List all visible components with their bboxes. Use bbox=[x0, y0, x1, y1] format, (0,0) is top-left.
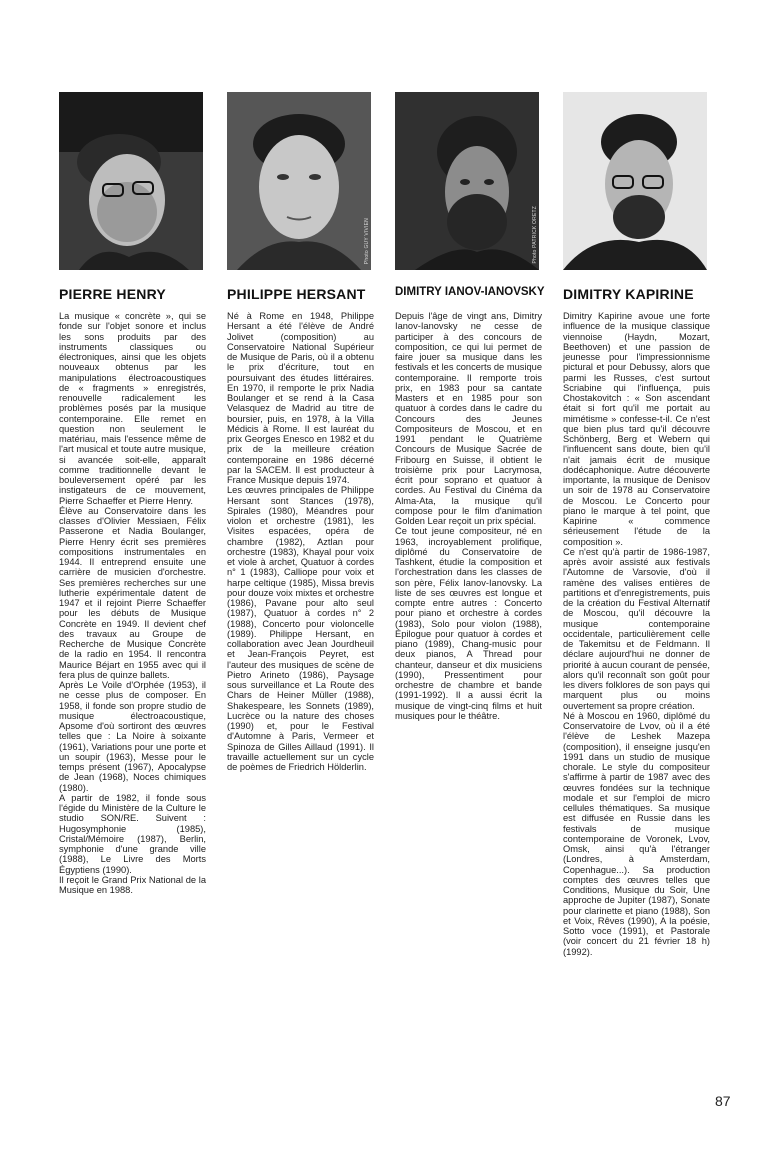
composer-name: DIMITRY IANOV-IANOVSKY bbox=[395, 286, 545, 298]
portrait-image bbox=[563, 92, 707, 270]
portrait-image bbox=[395, 92, 539, 270]
composer-column-henry bbox=[59, 92, 206, 895]
composer-biography: Né à Rome en 1948, Philippe Hersant a été l'élève de André Jolivet (composition) au Conservatoire National Supérieur de Musique de Paris, où il a obtenu le prix d'écriture, tout en poursuivant des études littéraires. En 1970, il remporte le prix Nadia Boulanger et se rend à la Casa Velasquez de Madrid au titre de boursier, puis, en 1978, à la Villa Médicis à Rome. Il est lauréat du prix Georges Enesco en 1982 et du prix de la meilleure création contemporaine en 1986 décerné par la SACEM. Il est producteur à France Musique depuis 1974. Les œuvres principales de Philippe Hersant sont Stances (1978), Spirales (1980), Méandres pour violon et orchestre (1981), les Visites espacées, opéra de chambre (1982), Aztlan pour orchestre (1983), Khayal pour voix et viole à archet, Quatuor à cordes n° 1 (1983), Calliope pour voix et harpe celtique (1985), Missa brevis pour douze voix mixtes et orchestre (1986), Pavane pour alto seul (1987), Quatuor à cordes n° 2 (1988), Concerto pour violoncelle (1989). Philippe Hersant, en collaboration avec Jean Jourdheuil et Jean-François Peyret, est l'auteur des musiques de scène de Pietro Arineto (1986), Paysage sous surveillance et La Route des Chars de Heiner Müller (1988), Shakespeare, les Sonnets (1989), Lucrèce ou la nature des choses (1990) et, pour le Festival d'Automne à Paris, Vermeer et Spinoza de Gilles Aillaud (1991). Il travaille actuellement sur un cycle de poèmes de Friedrich Hölderlin. bbox=[227, 311, 374, 772]
portrait-photo bbox=[59, 92, 203, 270]
portrait-image bbox=[227, 92, 371, 270]
portrait-image bbox=[59, 92, 203, 270]
composer-name: PHILIPPE HERSANT bbox=[227, 286, 366, 302]
photo-credit: Photo PATRICK ORETZ bbox=[532, 206, 538, 264]
composer-column-kapirine bbox=[563, 92, 710, 957]
photo-credit: Photo GUY VIVIEN bbox=[364, 217, 370, 264]
composer-name: DIMITRY KAPIRINE bbox=[563, 286, 694, 302]
composer-biography: La musique « concrète », qui se fonde sur l'objet sonore et inclus les sons produits par des instruments classiques ou électroniques, ainsi que les objets nouveaux obtenus par les manipulations électroacoustiques de « fragments » enregistrés, renouvelle radicalement les problèmes posés par la musique contemporaine. Elle remet en question non seulement le matériau, mais l'essence même de l'art musical et toute autre musique, si avancée soit-elle, apparaît comme traditionnelle devant le bouleversement opéré par les instigateurs de ce mouvement, Pierre Schaeffer et Pierre Henry. Élève au Conservatoire dans les classes d'Olivier Messiaen, Félix Passerone et Nadia Boulanger, Pierre Henry écrit ses premières compositions instrumentales en 1944. Il entreprend ensuite une carrière de musicien d'orchestre. Ses premières recherches sur une lutherie expérimentale datent de 1947 et il rejoint Pierre Schaeffer pour les débuts de Musique Concrète en 1949. Il devient chef des travaux au Groupe de Recherche de Musique Concrète de la radio en 1954. Il rencontra Maurice Béjart en 1955 avec qui il fera plus de quinze ballets. Après Le Voile d'Orphée (1953), il ne cesse plus de composer. En 1958, il fonde son propre studio de musique électroacoustique, Apsome d'où sortiront des œuvres telles que : La Noire à soixante (1961), Variations pour une porte et un soupir (1963), Messe pour le temps présent (1967), Apocalypse de Jean (1968), Noces chimiques (1980). A partir de 1982, il fonde sous l'égide du Ministère de la Culture le studio SON/RE. Suivent : Hugosymphonie (1985), Cristal/Mémoire (1987), Berlin, symphonie d'une grande ville (1988), Le Livre des Morts Égyptiens (1990). Il reçoit le Grand Prix National de la Musique en 1988. bbox=[59, 311, 206, 895]
composer-name: PIERRE HENRY bbox=[59, 286, 166, 302]
portrait-photo bbox=[395, 92, 539, 270]
composer-biography: Depuis l'âge de vingt ans, Dimitry Ianov-Ianovsky ne cesse de participer à des concours de composition, ce qui lui permet de faire jouer sa musique dans les festivals et les concerts de musique contemporaine. Il remporte trois prix, en 1983 pour sa cantate Masters et en 1985 pour son quatuor à cordes dans le cadre du Concours des Jeunes Compositeurs de Moscou, et en 1991 pendant le Quatrième Concours de Musique Sacrée de Fribourg en Suisse, il obtient le troisième prix pour Lacrymosa, écrit pour soprano et quatuor à cordes. Au Festival du Cinéma da Alma-Ata, la musique qu'il compose pour le film d'animation Golden Lear reçoit un prix spécial. Ce tout jeune compositeur, né en 1963, incroyablement prolifique, diplômé du Conservatoire de Tashkent, étudie la composition et l'orchestration dans les classes de son père, Félix Ianov-Ianovsky. La liste de ses œuvres est longue et compte entre autres : Concerto pour piano et orchestre à cordes (1983), Solo pour violon (1988), Épilogue pour quatuor à cordes et piano (1989), Chang-music pour deux pianos, A Thread pour chanteur, danseur et dix musiciens (1990), Pressentiment pour orchestre de chambre et bande (1991-1992). Il a aussi écrit la musique de vingt-cinq films et huit musiques pour le théâtre. bbox=[395, 311, 542, 721]
composer-column-hersant bbox=[227, 92, 374, 772]
portrait-photo bbox=[227, 92, 371, 270]
composer-column-ianov-ianovsky bbox=[395, 92, 545, 721]
page-number: 87 bbox=[715, 1093, 731, 1109]
portrait-photo bbox=[563, 92, 707, 270]
composer-biography: Dimitry Kapirine avoue une forte influence de la musique classique viennoise (Haydn, Mozart, Beethoven) et une passion de jeunesse pour l'impressionnisme pictural et pour Debussy, alors que parmi les Russes, c'est surtout Scriabine qui l'influença, puis Chostakovitch : « Son ascendant était si fort qu'il me portait au mimétisme » confesse-t-il. Ce n'est que bien plus tard qu'il découvre Schönberg, Berg et Webern qui l'influencent sans doute, bien qu'il n'ait jamais écrit de musique dodécaphonique. Autre découverte importante, la musique de Denisov un soir de 1978 au Conservatoire de Moscou. Le Concerto pour piano le marque à tel point, que Kapirine « commence sérieusement l'étude de la composition ». Ce n'est qu'à partir de 1986-1987, après avoir assisté aux festivals l'Automne de Varsovie, d'où il ramène des valises entières de partitions et d'enregistrements, puis de la création du Festival Alternatif de Moscou, qu'il découvre la musique contemporaine occidentale, particulièrement celle de Takemitsu et de Feldmann. Il déclare aujourd'hui ne donner de priorité à aucun courant de pensée, alors qu'il reconnaît son goût pour les divers folklores de son pays qui marquent plus ou moins ouvertement sa propre création. Né à Moscou en 1960, diplômé du Conservatoire de Lvov, où il a été l'élève de Leshek Mazepa (composition), il enseigne jusqu'en 1991 dans un studio de musique chorale. Le style du compositeur s'affirme à partir de 1987 avec des œuvres fondées sur la technique modale et sur l'emploi de micro cellules thématiques. Sa musique est diffusée en Russie dans les festivals de musique contemporaine de Voronek, Lvov, Omsk, ainsi qu'à l'étranger (Londres, à Amsterdam, Copenhague...). Sa production comptes des œuvres telles que Conditions, Musique du Soir, Une approche de Jupiter (1987), Sonate pour clarinette et piano (1988), Son et Voix, Rêves (1990), A la poésie, Sotto voce (1991), et Pastorale (voir concert du 21 février 18 h) (1992). bbox=[563, 311, 710, 957]
